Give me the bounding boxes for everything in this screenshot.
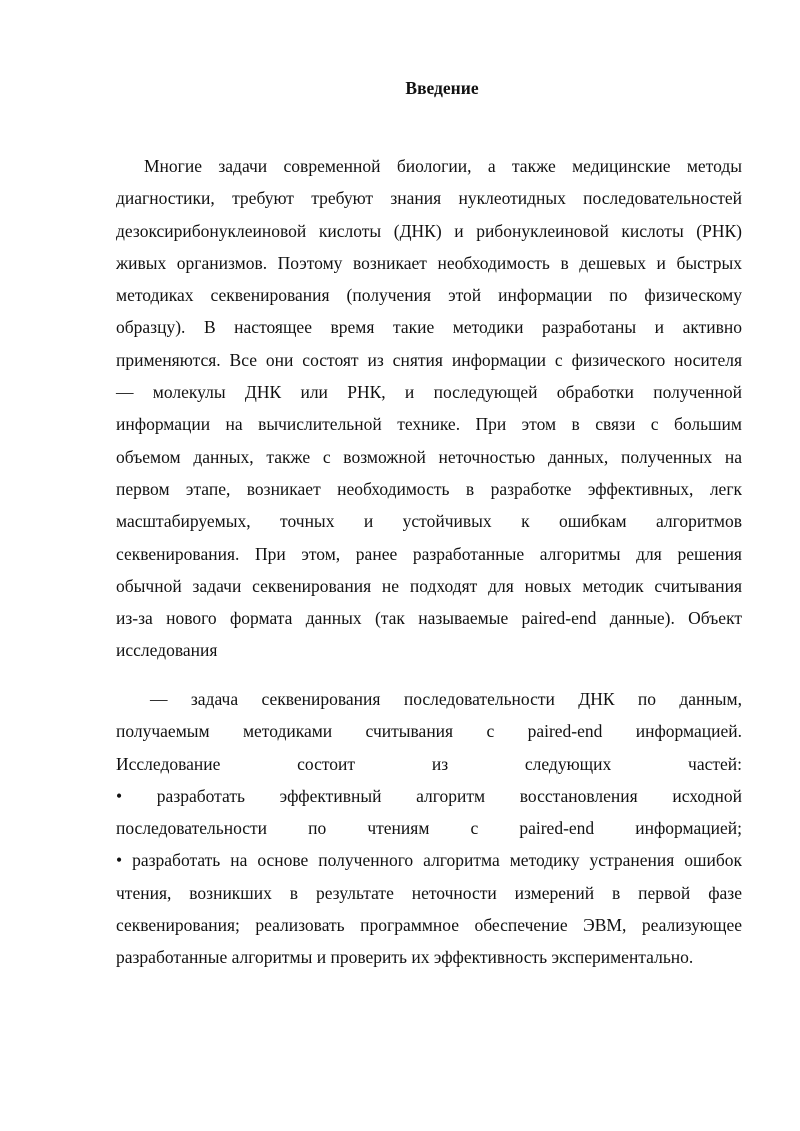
paragraph-line: диагностики, требуют требуют знания нуклеотидных последовательностей [116,188,742,209]
paragraph-line: чтения, возникших в результате неточности измерений в первой фазе [116,882,742,903]
page-title: Введение [405,78,479,98]
research-paragraph [116,683,742,974]
paragraph-line: дезоксирибонуклеиновой кислоты (ДНК) и рибонуклеиновой кислоты (РНК) [116,220,742,241]
paragraph-line: исследования [116,640,218,661]
bullet-item: • разработать на основе полученного алгоритма методику устранения ошибок [116,850,742,871]
intro-paragraph [116,150,742,667]
paragraph-line: секвенирования; реализовать программное обеспечение ЭВМ, реализующее [116,915,742,936]
paragraph-line: секвенирования. При этом, ранее разработанные алгоритмы для решения [116,543,742,564]
bullet-item: • разработать эффективный алгоритм восстановления исходной [116,785,742,806]
paragraph-line: информации на вычислительной технике. При этом в связи с большим [116,414,742,435]
paragraph-line: разработанные алгоритмы и проверить их эффективность экспериментально. [116,947,694,968]
paragraph-line: обычной задачи секвенирования не подходят для новых методик считывания [116,575,742,596]
paragraph-line: масштабируемых, точных и устойчивых к ошибкам алгоритмов [116,511,742,532]
paragraph-line: объемом данных, также с возможной неточностью данных, полученных на [116,446,742,467]
paragraph-line: методиках секвенирования (получения этой информации по физическому [116,285,742,306]
paragraph-line: образцу). В настоящее время такие методики разработаны и активно [116,317,742,338]
paragraph-line: применяются. Все они состоят из снятия информации с физического носителя [116,349,742,370]
paragraph-line: последовательности по чтениям с paired-end информацией; [116,818,742,839]
paragraph-line: из-за нового формата данных (так называемые paired-end данные). Объект [116,608,742,629]
paragraph-line: живых организмов. Поэтому возникает необходимость в дешевых и быстрых [116,252,742,273]
paragraph-line: Многие задачи современной биологии, а также медицинские методы [144,156,742,176]
paragraph-line: получаемым методиками считывания с paired-end информацией. [116,721,742,742]
paragraph-line: Исследование состоит из следующих частей: [116,753,742,774]
paragraph-line: — молекулы ДНК или РНК, и последующей обработки полученной [116,382,742,403]
paragraph-line: первом этапе, возникает необходимость в разработке эффективных, легк [116,478,742,499]
paragraph-line: — задача секвенирования последовательности ДНК по данным, [150,689,742,709]
